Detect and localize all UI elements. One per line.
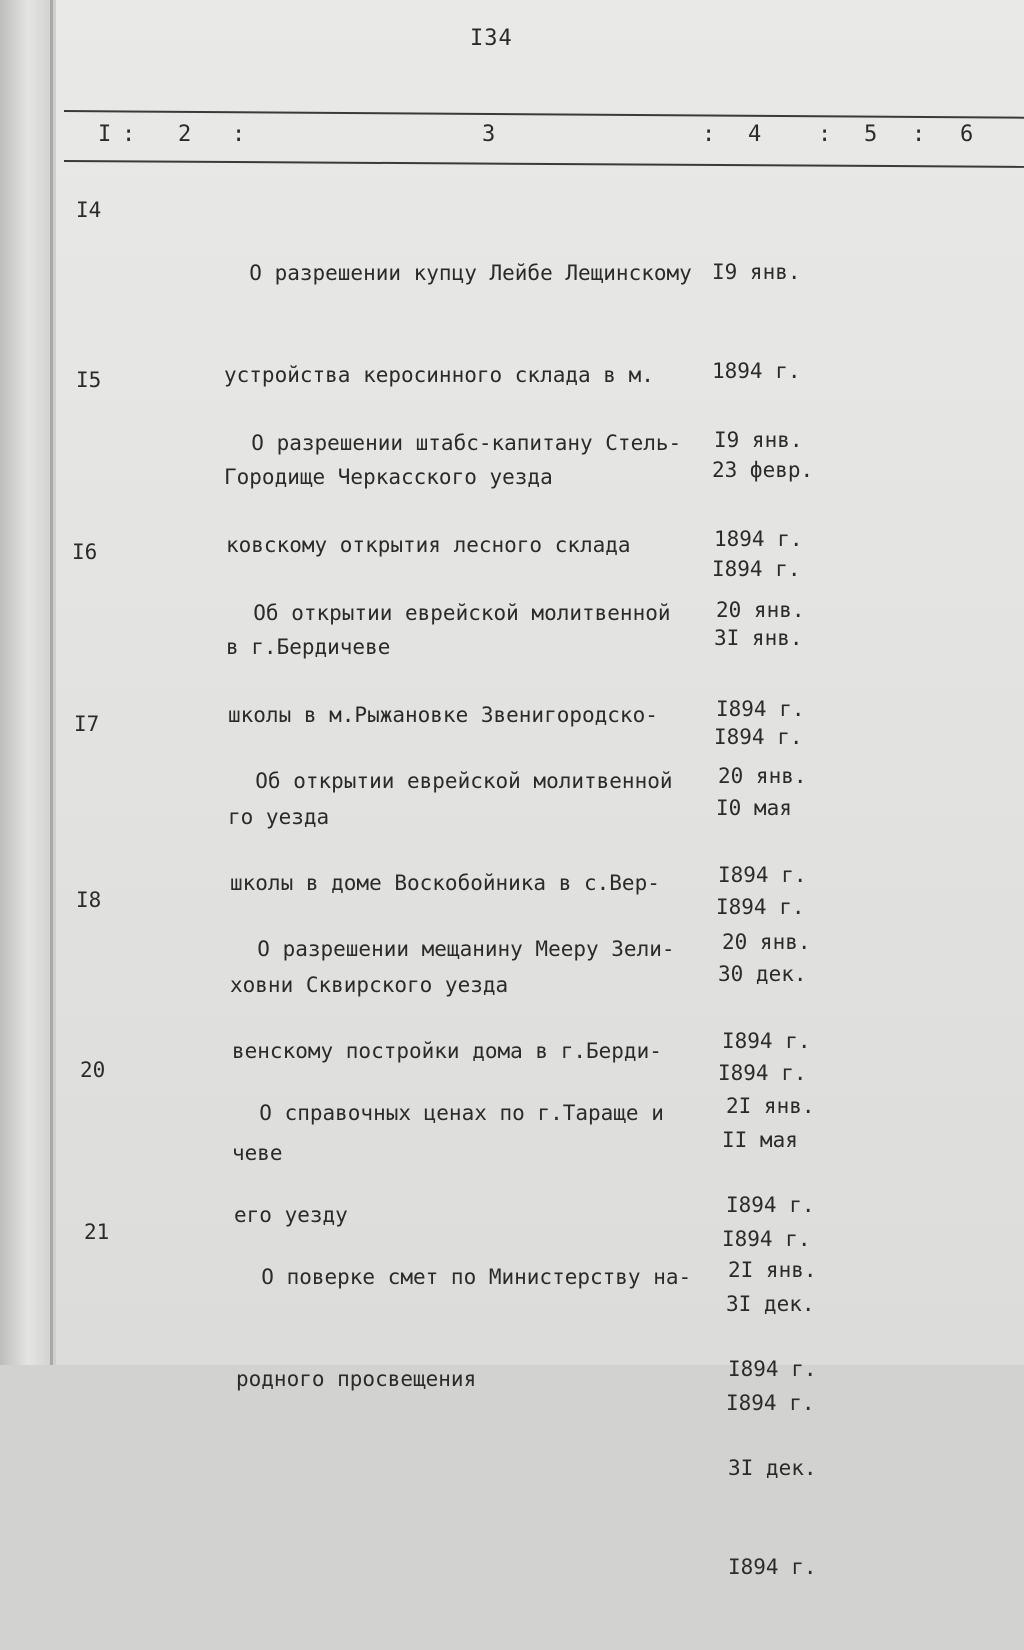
title-line: О разрешении купцу Лейбе Лещинскому xyxy=(224,261,692,285)
column-header-1: I xyxy=(98,122,112,147)
column-header-4: 4 xyxy=(748,122,762,147)
title-line: О разрешении мещанину Мееру Зели- xyxy=(232,937,675,961)
title-line: ховни Сквирского уезда xyxy=(230,973,509,997)
title-line: О справочных ценах по г.Тараще и xyxy=(234,1101,664,1125)
date-line: 1894 г. xyxy=(714,527,803,551)
record-number: I8 xyxy=(76,888,102,912)
date-line: I894 г. xyxy=(716,697,805,721)
record-dates xyxy=(728,1188,817,1650)
record-number: I4 xyxy=(76,198,102,222)
date-line: I894 г. xyxy=(716,895,805,919)
date-line: I894 г. xyxy=(712,557,801,581)
date-line: I894 г. xyxy=(728,1555,817,1579)
date-line: I894 г. xyxy=(714,725,803,749)
record-number: 21 xyxy=(84,1220,110,1244)
column-header-6: 6 xyxy=(960,122,974,147)
title-line: Об открытии еврейской молитвенной xyxy=(230,769,673,793)
column-header-5: 5 xyxy=(864,122,878,147)
title-line: О разрешении штабс-капитану Стель- xyxy=(226,431,682,455)
date-line: I894 г. xyxy=(726,1391,815,1415)
title-line: Городище Черкасского уезда xyxy=(224,465,553,489)
record-number: I7 xyxy=(74,712,100,736)
date-line: I894 г. xyxy=(722,1227,811,1251)
date-line: I0 мая xyxy=(716,796,792,820)
column-header-2: 2 xyxy=(178,122,192,147)
title-line: устройства керосинного склада в м. xyxy=(224,363,654,387)
date-line: 20 янв. xyxy=(718,764,807,788)
date-line: I894 г. xyxy=(722,1029,811,1053)
title-line: школы в доме Воскобойника в с.Вер- xyxy=(230,871,660,895)
title-line: О поверке смет по Министерству на- xyxy=(236,1265,692,1289)
record-number: I6 xyxy=(72,540,98,564)
column-separator: : xyxy=(122,122,136,147)
date-line: 20 янв. xyxy=(716,598,805,622)
date-line: 2I янв. xyxy=(726,1094,815,1118)
title-line: Об открытии еврейской молитвенной xyxy=(228,601,671,625)
date-line: 3I дек. xyxy=(728,1456,817,1480)
date-line: 3I дек. xyxy=(726,1292,815,1316)
record-number: I5 xyxy=(76,368,102,392)
page-number: I34 xyxy=(470,26,513,51)
date-line: 20 янв. xyxy=(722,930,811,954)
column-header-3: 3 xyxy=(482,122,496,147)
title-line: в г.Бердичеве xyxy=(226,635,391,659)
date-line: I9 янв. xyxy=(712,260,801,284)
column-separator: : xyxy=(232,122,246,147)
date-line: 30 дек. xyxy=(718,962,807,986)
title-line: чеве xyxy=(232,1141,283,1165)
title-line: родного просвещения xyxy=(236,1367,477,1391)
title-line: венскому постройки дома в г.Берди- xyxy=(232,1039,662,1063)
date-line: I894 г. xyxy=(718,863,807,887)
date-line: I9 янв. xyxy=(714,428,803,452)
column-separator: : xyxy=(912,122,926,147)
title-line: школы в м.Рыжановке Звенигородско- xyxy=(228,703,658,727)
date-line: II мая xyxy=(722,1128,798,1152)
date-line: I894 г. xyxy=(718,1061,807,1085)
column-separator: : xyxy=(818,122,832,147)
title-line: его уезду xyxy=(234,1203,348,1227)
date-line: I894 г. xyxy=(728,1357,817,1381)
date-line: 3I янв. xyxy=(714,626,803,650)
date-line: I894 г. xyxy=(726,1193,815,1217)
record-number: 20 xyxy=(80,1058,106,1082)
record-entry xyxy=(0,1188,1024,1579)
date-line: 2I янв. xyxy=(728,1258,817,1282)
date-line: 1894 г. xyxy=(712,359,801,383)
title-line: ковскому открытия лесного склада xyxy=(226,533,631,557)
column-separator: : xyxy=(702,122,716,147)
date-line: 23 февр. xyxy=(712,458,814,482)
record-title xyxy=(236,1192,691,1464)
title-line: го уезда xyxy=(228,805,330,829)
